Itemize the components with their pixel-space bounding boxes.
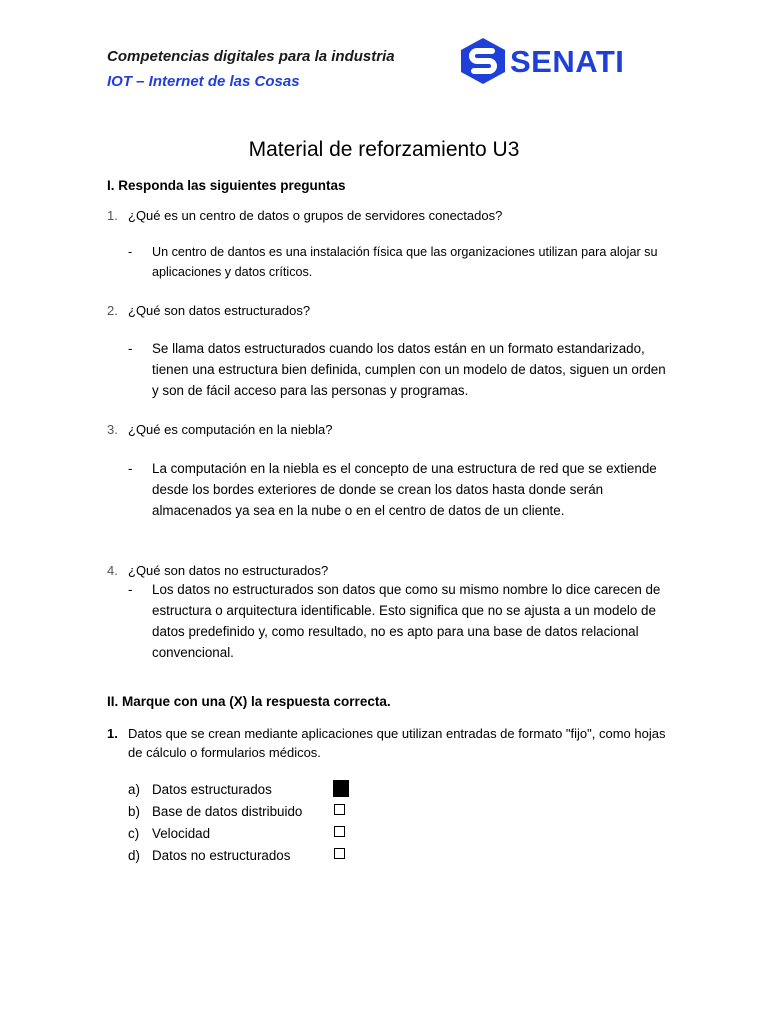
multiple-choice-question — [107, 724, 667, 762]
option-label: Velocidad — [152, 826, 211, 841]
dash-bullet: - — [128, 582, 133, 597]
option-label: Base de datos distribuido — [152, 804, 303, 819]
option-item — [128, 848, 290, 863]
course-title: Competencias digitales para la industria — [107, 48, 395, 65]
section-heading: I. Responda las siguientes preguntas — [107, 178, 346, 193]
answer-text: Los datos no estructurados son datos que como su mismo nombre lo dice carecen de estructura o arquitectura identificable. Esto significa que no se ajusta a un modelo de datos predefinido y, como resultado, no es apto para una base de datos relacional convencional. — [152, 582, 661, 660]
checkbox[interactable] — [334, 848, 345, 859]
option-letter: a) — [128, 782, 140, 797]
question-item — [107, 303, 310, 318]
option-letter: d) — [128, 848, 140, 863]
senati-logo — [458, 36, 648, 88]
checkbox[interactable] — [334, 826, 345, 837]
answer-block — [128, 458, 668, 521]
option-item — [128, 826, 210, 841]
answer-block — [128, 579, 668, 663]
dash-bullet: - — [128, 461, 133, 476]
answer-block — [128, 338, 668, 401]
question-number: 1. — [107, 726, 118, 741]
section-heading: II. Marque con una (X) la respuesta correcta. — [107, 694, 391, 709]
question-item — [107, 422, 333, 437]
option-item — [128, 804, 302, 819]
senati-emblem-icon — [458, 36, 508, 86]
option-item — [128, 782, 272, 797]
question-number: 4. — [107, 563, 118, 578]
logo-wordmark: SENATI — [510, 44, 625, 79]
dash-bullet: - — [128, 341, 133, 356]
question-text: Datos que se crean mediante aplicaciones que utilizan entradas de formato "fijo", como hojas de cálculo o formularios médicos. — [128, 726, 666, 760]
option-letter: c) — [128, 826, 140, 841]
answer-block — [128, 242, 668, 282]
question-item — [107, 208, 502, 223]
question-text: ¿Qué son datos estructurados? — [128, 303, 311, 318]
question-text: ¿Qué son datos no estructurados? — [128, 563, 329, 578]
checkbox[interactable] — [334, 804, 345, 815]
question-number: 3. — [107, 422, 118, 437]
question-item — [107, 563, 328, 578]
answer-text: Se llama datos estructurados cuando los datos están en un formato estandarizado, tienen una estructura bien definida, cumplen con un modelo de datos, siguen un orden y son de fácil acceso para las personas y programas. — [152, 341, 666, 398]
module-title: IOT – Internet de las Cosas — [107, 73, 300, 90]
answer-text: Un centro de dantos es una instalación física que las organizaciones utilizan para alojar su aplicaciones y datos críticos. — [152, 245, 658, 279]
option-label: Datos no estructurados — [152, 848, 291, 863]
question-text: ¿Qué es computación en la niebla? — [128, 422, 333, 437]
question-number: 2. — [107, 303, 118, 318]
dash-bullet: - — [128, 245, 133, 259]
question-number: 1. — [107, 208, 118, 223]
question-text: ¿Qué es un centro de datos o grupos de servidores conectados? — [128, 208, 503, 223]
page-title: Material de reforzamiento U3 — [248, 138, 520, 161]
checkbox-checked[interactable] — [333, 780, 349, 797]
option-letter: b) — [128, 804, 140, 819]
answer-text: La computación en la niebla es el concepto de una estructura de red que se extiende desde los bordes exteriores de donde se crean los datos hasta donde serán almacenados ya sea en la nube o en el centro de datos de un cliente. — [152, 461, 657, 518]
option-label: Datos estructurados — [152, 782, 272, 797]
